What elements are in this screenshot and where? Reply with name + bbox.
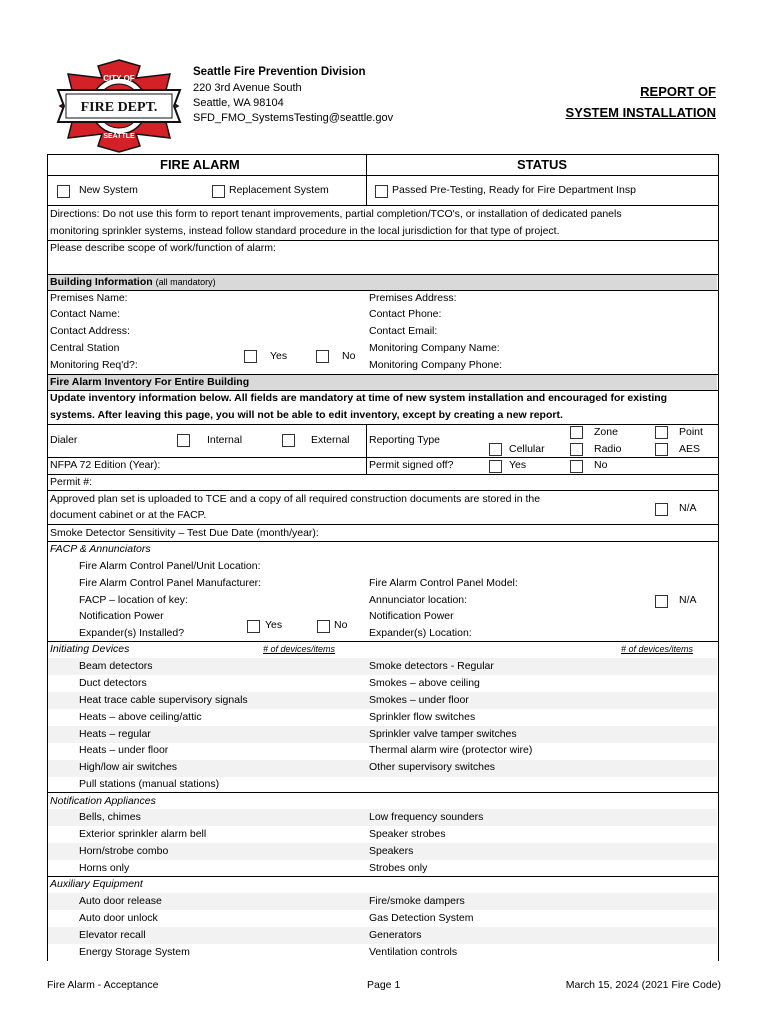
- building-info-title: Building Information: [50, 276, 153, 288]
- reporting-cellular-checkbox[interactable]: [489, 443, 502, 456]
- notification-item-left: Horns only: [79, 862, 130, 874]
- org-address2: Seattle, WA 98104: [193, 97, 284, 109]
- passed-pretesting-label: Passed Pre-Testing, Ready for Fire Department Insp: [392, 184, 636, 196]
- org-email[interactable]: SFD_FMO_SystemsTesting@seattle.gov: [193, 112, 394, 124]
- premises-name-label: Premises Name:: [50, 292, 128, 304]
- reporting-aes-label: AES: [679, 443, 701, 455]
- facp-manufacturer-label: Fire Alarm Control Panel Manufacturer:: [79, 577, 262, 589]
- directions-line1: Directions: Do not use this form to report tenant improvements, partial completion/TCO's, or installation of dedicated panels: [50, 208, 622, 220]
- central-station-yes-label: Yes: [270, 350, 288, 362]
- permit-signed-label: Permit signed off?: [369, 459, 454, 471]
- initiating-item-left: Heats – above ceiling/attic: [79, 711, 202, 723]
- report-title-line2: SYSTEM INSTALLATION: [565, 105, 716, 120]
- initiating-item-left: Heats – under floor: [79, 744, 169, 756]
- initiating-count-header-left: # of devices/items: [263, 644, 336, 654]
- initiating-item-left: Pull stations (manual stations): [79, 778, 220, 790]
- npe-location-label-2: Expander(s) Location:: [369, 627, 472, 639]
- smoke-sensitivity-label: Smoke Detector Sensitivity – Test Due Date (month/year):: [50, 527, 319, 539]
- initiating-item-left: Heats – regular: [79, 728, 151, 740]
- notification-appliances-heading: Notification Appliances: [50, 795, 156, 807]
- notification-item-left: Exterior sprinkler alarm bell: [79, 828, 207, 840]
- initiating-item-right: Smoke detectors - Regular: [369, 660, 494, 672]
- contact-address-label: Contact Address:: [50, 325, 130, 337]
- npe-location-label-1: Notification Power: [369, 610, 454, 622]
- fire-alarm-header: FIRE ALARM: [160, 157, 240, 172]
- initiating-item-right: Sprinkler valve tamper switches: [369, 728, 517, 740]
- premises-address-label: Premises Address:: [369, 292, 457, 304]
- logo-middle-text: FIRE DEPT.: [80, 100, 158, 115]
- reporting-zone-label: Zone: [594, 426, 618, 438]
- status-header: STATUS: [517, 157, 568, 172]
- approved-plan-line1: Approved plan set is uploaded to TCE and a copy of all required construction documents are stored in the: [50, 493, 541, 505]
- permit-signed-no-checkbox[interactable]: [570, 460, 583, 473]
- initiating-item-right: Smokes – above ceiling: [369, 677, 480, 689]
- inventory-heading: Fire Alarm Inventory For Entire Building: [50, 376, 250, 388]
- facp-key-label: FACP – location of key:: [79, 594, 188, 606]
- approved-plan-na-checkbox[interactable]: [655, 503, 668, 516]
- npe-no-label: No: [334, 619, 348, 631]
- scope-label: Please describe scope of work/function of alarm:: [50, 242, 276, 254]
- initiating-item-right: Sprinkler flow switches: [369, 711, 476, 723]
- reporting-type-label: Reporting Type: [369, 434, 441, 446]
- building-info-note: (all mandatory): [155, 277, 216, 287]
- footer-form-name: Fire Alarm - Acceptance: [47, 979, 159, 991]
- auxiliary-item-right: Generators: [369, 929, 422, 941]
- permit-number-label: Permit #:: [50, 476, 93, 488]
- npe-installed-label-1: Notification Power: [79, 610, 164, 622]
- initiating-devices-heading: Initiating Devices: [50, 643, 130, 655]
- notification-item-right: Speaker strobes: [369, 828, 446, 840]
- initiating-item-left: Duct detectors: [79, 677, 147, 689]
- npe-installed-label-2: Expander(s) Installed?: [79, 627, 185, 639]
- update-line1: Update inventory information below. All fields are mandatory at time of new system installation and encouraged for existing: [50, 392, 668, 404]
- approved-plan-line2: document cabinet or at the FACP.: [50, 509, 207, 521]
- auxiliary-item-left: Elevator recall: [79, 929, 146, 941]
- approved-plan-na-label: N/A: [679, 502, 697, 514]
- passed-pretesting-checkbox[interactable]: [375, 185, 388, 198]
- replacement-system-checkbox[interactable]: [212, 185, 225, 198]
- central-station-label-2: Monitoring Req'd?:: [50, 359, 138, 371]
- notification-item-left: Horn/strobe combo: [79, 845, 169, 857]
- auxiliary-item-left: Auto door release: [79, 895, 162, 907]
- new-system-checkbox[interactable]: [57, 185, 70, 198]
- reporting-point-label: Point: [679, 426, 703, 438]
- annunciator-location-label: Annunciator location:: [369, 594, 468, 606]
- new-system-label: New System: [79, 184, 138, 196]
- monitoring-company-phone-label: Monitoring Company Phone:: [369, 359, 503, 371]
- fire-dept-logo: [50, 56, 188, 156]
- npe-no-checkbox[interactable]: [317, 620, 330, 633]
- npe-yes-label: Yes: [265, 619, 283, 631]
- dialer-internal-checkbox[interactable]: [177, 434, 190, 447]
- initiating-item-right: Smokes – under floor: [369, 694, 469, 706]
- directions-line2: monitoring sprinkler systems, instead follow standard procedure in the local jurisdiction for that type of project.: [50, 225, 560, 237]
- logo-bottom-text: SEATTLE: [103, 133, 135, 140]
- auxiliary-item-right: Fire/smoke dampers: [369, 895, 465, 907]
- facp-model-label: Fire Alarm Control Panel Model:: [369, 577, 518, 589]
- annunciator-na-label: N/A: [679, 594, 697, 606]
- initiating-item-right: Other supervisory switches: [369, 761, 496, 773]
- monitoring-company-name-label: Monitoring Company Name:: [369, 342, 500, 354]
- dialer-label: Dialer: [50, 434, 78, 446]
- dialer-internal-label: Internal: [207, 434, 243, 446]
- reporting-zone-checkbox[interactable]: [570, 426, 583, 439]
- footer-page-number: Page 1: [367, 979, 401, 991]
- initiating-item-left: High/low air switches: [79, 761, 178, 773]
- report-title-line1: REPORT OF: [640, 84, 716, 99]
- central-station-label-1: Central Station: [50, 342, 120, 354]
- initiating-item-right: Thermal alarm wire (protector wire): [369, 744, 533, 756]
- auxiliary-item-right: Ventilation controls: [369, 946, 458, 958]
- central-station-yes-checkbox[interactable]: [244, 350, 257, 363]
- notification-item-right: Strobes only: [369, 862, 428, 874]
- footer-date: March 15, 2024 (2021 Fire Code): [565, 979, 721, 991]
- auxiliary-item-left: Auto door unlock: [79, 912, 158, 924]
- contact-phone-label: Contact Phone:: [369, 308, 442, 320]
- npe-yes-checkbox[interactable]: [247, 620, 260, 633]
- logo-top-text: CITY OF: [103, 74, 135, 83]
- initiating-count-header-right: # of devices/items: [621, 644, 694, 654]
- facp-location-label: Fire Alarm Control Panel/Unit Location:: [79, 560, 261, 572]
- update-line2: systems. After leaving this page, you will not be able to edit inventory, except by creating a new report.: [50, 409, 563, 421]
- auxiliary-item-right: Gas Detection System: [369, 912, 474, 924]
- facp-section-heading: FACP & Annunciators: [50, 543, 151, 555]
- notification-item-right: Speakers: [369, 845, 414, 857]
- central-station-no-label: No: [342, 350, 356, 362]
- reporting-radio-checkbox[interactable]: [570, 443, 583, 456]
- contact-name-label: Contact Name:: [50, 308, 121, 320]
- permit-signed-yes-label: Yes: [509, 459, 527, 471]
- reporting-radio-label: Radio: [594, 443, 622, 455]
- reporting-point-checkbox[interactable]: [655, 426, 668, 439]
- org-name: Seattle Fire Prevention Division: [193, 66, 366, 78]
- dialer-external-label: External: [311, 434, 350, 446]
- reporting-cellular-label: Cellular: [509, 443, 545, 455]
- nfpa-edition-label: NFPA 72 Edition (Year):: [50, 459, 161, 471]
- annunciator-na-checkbox[interactable]: [655, 595, 668, 608]
- initiating-item-left: Beam detectors: [79, 660, 153, 672]
- reporting-aes-checkbox[interactable]: [655, 443, 668, 456]
- building-info-heading: [50, 276, 216, 288]
- replacement-system-label: Replacement System: [229, 184, 329, 196]
- contact-email-label: Contact Email:: [369, 325, 438, 337]
- org-address1: 220 3rd Avenue South: [193, 82, 302, 94]
- auxiliary-item-left: Energy Storage System: [79, 946, 190, 958]
- auxiliary-equipment-heading: Auxiliary Equipment: [50, 878, 143, 890]
- central-station-no-checkbox[interactable]: [316, 350, 329, 363]
- notification-item-left: Bells, chimes: [79, 811, 141, 823]
- notification-item-right: Low frequency sounders: [369, 811, 484, 823]
- initiating-item-left: Heat trace cable supervisory signals: [79, 694, 248, 706]
- permit-signed-no-label: No: [594, 459, 608, 471]
- dialer-external-checkbox[interactable]: [282, 434, 295, 447]
- permit-signed-yes-checkbox[interactable]: [489, 460, 502, 473]
